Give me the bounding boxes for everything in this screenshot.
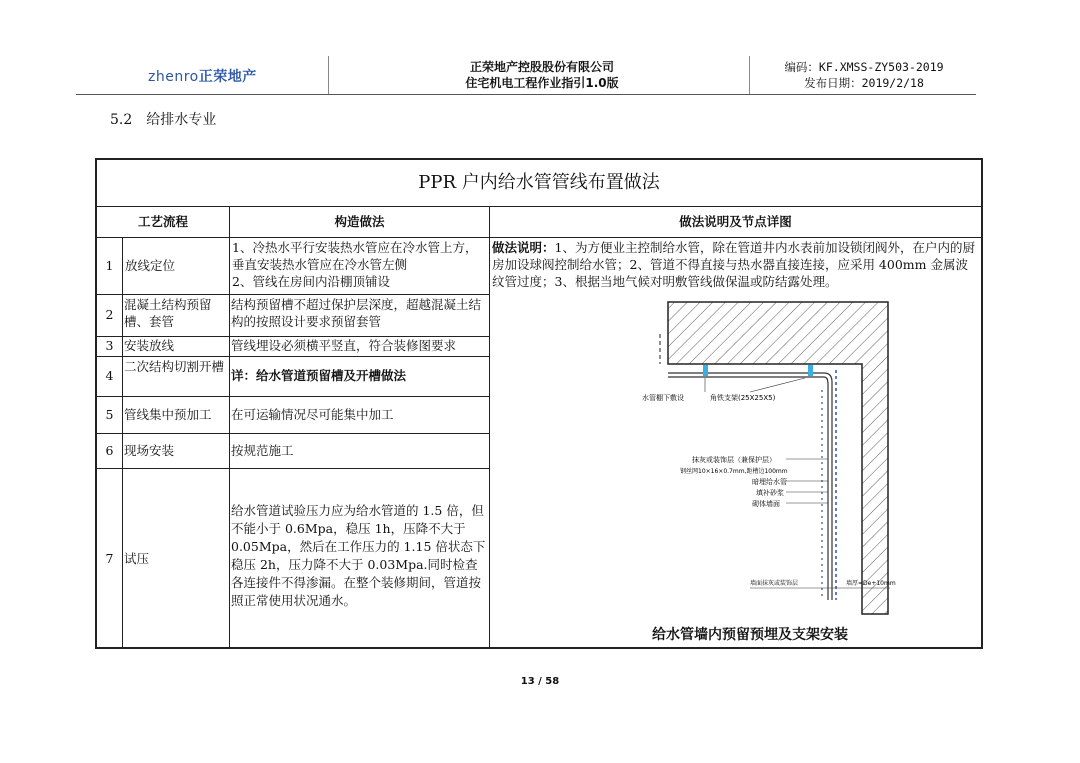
row-num: 2 — [105, 307, 114, 322]
svg-text:水管棚下敷设: 水管棚下敷设 — [642, 394, 684, 402]
svg-text:墙厚=De+10mm: 墙厚=De+10mm — [846, 580, 896, 587]
method-text: 1、冷热水平行安装热水管应在冷水管上方，垂直安装热水管应在冷水管左侧 2、管线在房间内沿棚顶铺设 — [232, 240, 478, 289]
description-text: 做法说明：1、为方便业主控制给水管，除在管道井内水表前加设锁闭阀外，在户内的厨房加设球阀控制给水管；2、管道不得直接与热水器直接连接，应采用 400mm 金属波纹管过度；3、根据当地气候对明敷管线做保温或防结露处理。 — [492, 240, 975, 289]
svg-text:抹灰或装饰层（兼保护层）: 抹灰或装饰层（兼保护层） — [692, 456, 776, 464]
step-label: 放线定位 — [125, 258, 176, 273]
row-num: 4 — [105, 368, 114, 383]
method-text: 管线埋设必须横平竖直，符合装修图要求 — [231, 338, 457, 353]
section-heading: 5.2 给排水专业 — [110, 112, 217, 128]
row-num: 6 — [105, 443, 114, 458]
svg-text:钢丝网10×16×0.7mm,距槽边100mm: 钢丝网10×16×0.7mm,距槽边100mm — [680, 468, 788, 475]
company-name: 正荣地产控股股份有限公司 住宅机电工程作业指引1.0版 — [465, 60, 619, 90]
step-label: 二次结构切割开槽 — [124, 359, 225, 374]
row-num: 1 — [105, 258, 114, 273]
step-label: 试压 — [124, 551, 150, 566]
method-text: 结构预留槽不超过保护层深度，超越混凝土结构的按照设计要求预留套管 — [231, 297, 482, 329]
company-logo: zhenro正荣地产 — [148, 69, 257, 85]
svg-text:填补砂浆: 填补砂浆 — [756, 489, 784, 497]
row-num: 5 — [105, 407, 114, 422]
method-text: 详：给水管道预留槽及开槽做法 — [231, 368, 407, 383]
description-label: 做法说明： — [492, 240, 555, 255]
header-construction: 构造做法 — [334, 214, 385, 229]
header-description: 做法说明及节点详图 — [679, 214, 792, 229]
step-label: 现场安装 — [124, 443, 175, 458]
document-code: 编码：KF.XMSS-ZY503-2019 发布日期：2019/2/18 — [784, 60, 944, 90]
step-label: 安装放线 — [124, 338, 175, 353]
method-text: 按规范施工 — [231, 443, 294, 458]
header-process: 工艺流程 — [137, 214, 188, 229]
method-text: 给水管道试验压力应为给水管道的 1.5 倍，但不能小于 0.6Mpa，稳压 1h，压降不大于0.05Mpa，然后在工作压力的 1.15 倍状态下稳压 2h，压力降不大于 0.03Mpa.同时检查各连接件不得渗漏。在整个装修期间，管道按照正常使用状况通水。 — [231, 503, 486, 608]
svg-text:砌体墙面: 砌体墙面 — [752, 500, 780, 508]
row-num: 7 — [105, 551, 114, 566]
bracket-icon — [703, 365, 708, 376]
svg-text:角铁支架(25X25X5): 角铁支架(25X25X5) — [710, 394, 776, 402]
method-table — [95, 158, 983, 649]
step-label: 混凝土结构预留槽、套管 — [124, 297, 212, 329]
page-header — [76, 56, 976, 95]
svg-text:墙面抹灰或装饰层: 墙面抹灰或装饰层 — [750, 580, 799, 587]
svg-text:暗埋给水管: 暗埋给水管 — [752, 478, 787, 486]
pipe-installation-diagram — [600, 300, 900, 644]
method-text: 在可运输情况尽可能集中加工 — [231, 407, 394, 422]
bracket-icon — [808, 365, 813, 376]
table-title: PPR 户内给水管管线布置做法 — [97, 160, 981, 207]
row-num: 3 — [105, 338, 114, 353]
diagram-caption: 给水管墙内预留预埋及支架安装 — [652, 627, 848, 643]
step-label: 管线集中预加工 — [124, 407, 212, 422]
page-number: 13 / 58 — [520, 676, 560, 687]
